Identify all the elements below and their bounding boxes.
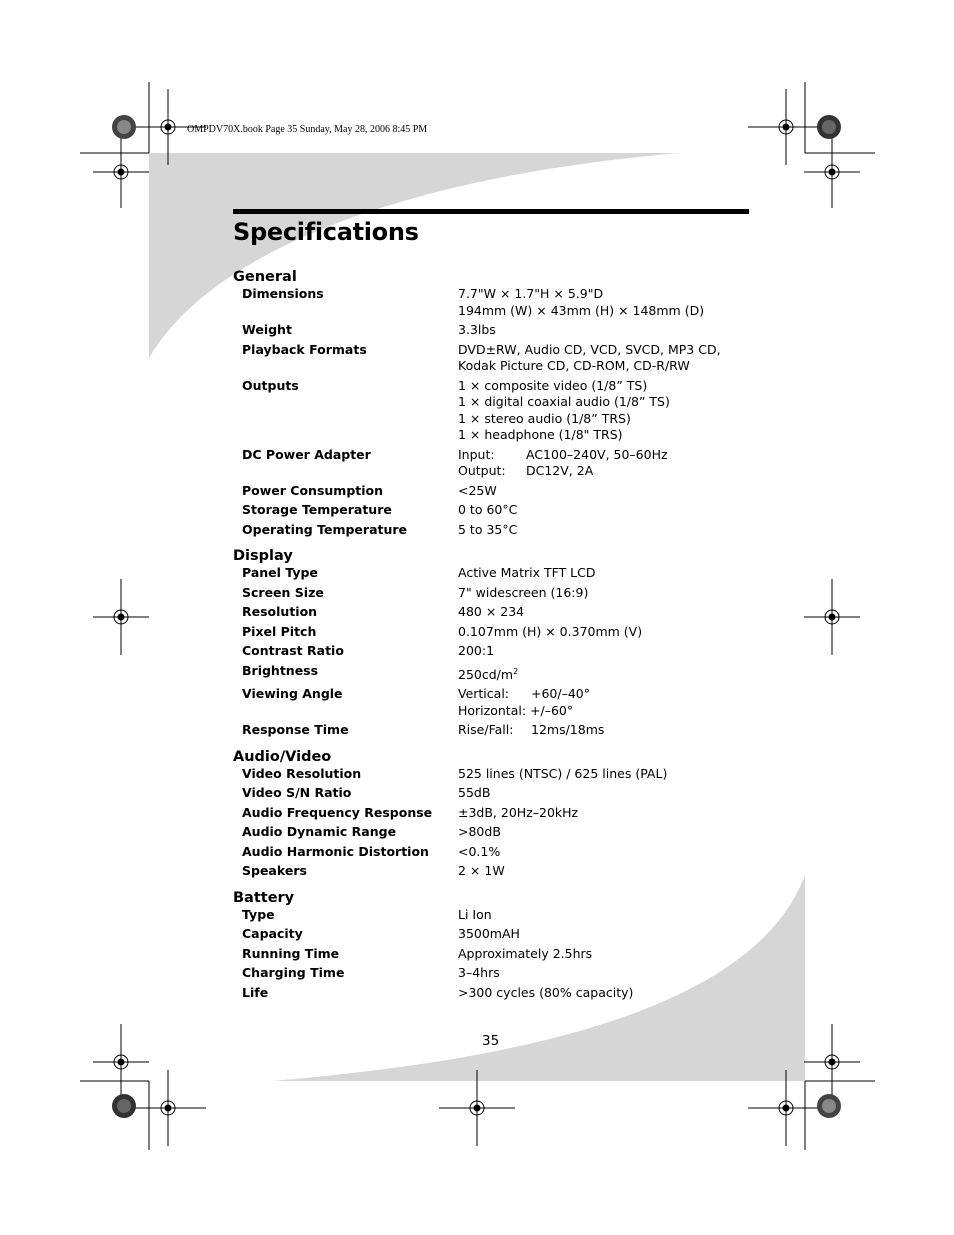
spec-value [458, 663, 753, 684]
spec-row [233, 502, 753, 519]
value-text: DC12V, 2A [526, 463, 594, 478]
spec-value: Approximately 2.5hrs [458, 945, 593, 961]
value-key: Input: [458, 446, 495, 462]
value-line [458, 463, 753, 480]
spec-value: Li Ion [458, 906, 492, 922]
value-text: 250cd/m [458, 666, 514, 682]
value-text: +60/–40° [531, 686, 590, 701]
spec-value: 3–4hrs [458, 965, 500, 980]
spec-value: 55dB [458, 785, 491, 800]
spec-label: Charging Time [242, 965, 345, 980]
value-key: Rise/Fall: [458, 722, 514, 737]
spec-value [458, 286, 753, 319]
spec-label: Operating Temperature [242, 521, 408, 537]
value-line: 1 × stereo audio (1/8” TRS) [458, 410, 631, 426]
spec-value [458, 722, 753, 739]
spec-label: Video S/N Ratio [242, 785, 352, 800]
spec-value [458, 378, 753, 444]
value-line: 0 to 60°C [458, 502, 518, 517]
value-line: 1 × headphone (1/8" TRS) [458, 427, 623, 442]
spec-label: Dimensions [242, 286, 324, 301]
spec-row [233, 844, 753, 861]
value-line: DVD±RW, Audio CD, VCD, SVCD, MP3 CD, [458, 341, 721, 357]
spec-value [458, 522, 753, 539]
spec-value: >80dB [458, 824, 501, 839]
value-line: <25W [458, 482, 497, 498]
spec-value: Active Matrix TFT LCD [458, 565, 596, 580]
spec-row [233, 805, 753, 822]
section-title: General [233, 269, 297, 285]
spec-row [233, 624, 753, 641]
spec-row [233, 286, 753, 319]
spec-label: Storage Temperature [242, 502, 392, 517]
spec-label: Type [242, 906, 275, 922]
spec-value: 3500mAH [458, 926, 520, 941]
spec-row [233, 604, 753, 621]
section-display [233, 547, 753, 739]
spec-label: Capacity [242, 926, 303, 941]
spec-row-viewing-angle [233, 686, 753, 719]
spec-label: Running Time [242, 945, 340, 961]
print-slug: OMPDV70X.book Page 35 Sunday, May 28, 2006 8:45 PM [187, 124, 428, 135]
spec-value [458, 686, 753, 719]
page-number: 35 [482, 1033, 500, 1049]
value-text: 12ms/18ms [531, 722, 605, 737]
spec-value: 525 lines (NTSC) / 625 lines (PAL) [458, 765, 668, 781]
spec-label: Outputs [242, 377, 299, 393]
spec-value: <0.1% [458, 843, 501, 859]
spec-value [458, 342, 753, 375]
spec-content [233, 268, 753, 1010]
spec-label: Audio Dynamic Range [242, 824, 397, 839]
spec-value: 480 × 234 [458, 604, 525, 619]
value-line: Horizontal: +/–60° [458, 702, 574, 718]
value-line: 3.3lbs [458, 322, 496, 337]
spec-row [233, 907, 753, 924]
spec-row [233, 643, 753, 660]
spec-row [233, 863, 753, 880]
spec-label: Resolution [242, 604, 318, 619]
spec-label: Panel Type [242, 565, 318, 580]
spec-value: 200:1 [458, 643, 495, 658]
spec-row [233, 322, 753, 339]
value-key: Vertical: [458, 686, 510, 701]
spec-row [233, 522, 753, 539]
section-title: Display [233, 548, 293, 564]
spec-row [233, 985, 753, 1002]
value-line [458, 686, 753, 703]
spec-label: Response Time [242, 722, 349, 737]
spec-row [233, 824, 753, 841]
spec-row [233, 926, 753, 943]
value-line: Kodak Picture CD, CD-ROM, CD-R/RW [458, 358, 690, 373]
section-title: Battery [233, 889, 295, 906]
spec-row [233, 585, 753, 602]
spec-label: Viewing Angle [242, 686, 343, 701]
spec-label: Video Resolution [242, 765, 362, 781]
value-line [458, 447, 753, 464]
spec-label: Screen Size [242, 584, 324, 600]
section-battery [233, 889, 753, 1002]
spec-row [233, 483, 753, 500]
spec-value: ±3dB, 20Hz–20kHz [458, 804, 579, 820]
section-audio-video [233, 748, 753, 880]
spec-row-response-time [233, 722, 753, 739]
spec-value [458, 447, 753, 480]
superscript: 2 [513, 666, 519, 676]
spec-row [233, 766, 753, 783]
spec-label: Audio Frequency Response [242, 804, 433, 820]
spec-row [233, 378, 753, 444]
value-line: 194mm (W) × 43mm (H) × 148mm (D) [458, 302, 705, 318]
spec-value [458, 322, 753, 339]
page-title: Specifications [233, 218, 419, 246]
spec-label: Pixel Pitch [242, 623, 317, 639]
section-title: Audio/Video [233, 748, 332, 765]
spec-row [233, 965, 753, 982]
spec-label: Brightness [242, 662, 319, 678]
spec-value [458, 502, 753, 519]
section-general [233, 268, 753, 538]
spec-row [233, 565, 753, 582]
value-line: 1 × digital coaxial audio (1/8” TS) [458, 394, 670, 409]
spec-value: 0.107mm (H) × 0.370mm (V) [458, 623, 643, 639]
value-line: 7.7"W × 1.7"H × 5.9"D [458, 286, 604, 301]
spec-label: DC Power Adapter [242, 446, 371, 462]
spec-row [233, 946, 753, 963]
spec-label: Life [242, 984, 269, 1000]
spec-value [458, 483, 753, 500]
spec-row [233, 447, 753, 480]
spec-row [233, 342, 753, 375]
spec-value: >300 cycles (80% capacity) [458, 984, 634, 1000]
spec-label: Audio Harmonic Distortion [242, 843, 429, 859]
spec-label: Playback Formats [242, 341, 367, 357]
spec-row-brightness [233, 663, 753, 684]
value-text: AC100–240V, 50–60Hz [526, 446, 668, 462]
spec-label: Speakers [242, 863, 307, 878]
spec-row [233, 785, 753, 802]
spec-value: 2 × 1W [458, 863, 505, 878]
spec-label: Power Consumption [242, 482, 384, 498]
value-line: 5 to 35°C [458, 521, 518, 537]
value-key: Output: [458, 463, 506, 478]
spec-label: Contrast Ratio [242, 643, 344, 658]
spec-label: Weight [242, 322, 292, 337]
value-line: 1 × composite video (1/8” TS) [458, 377, 648, 393]
spec-value: 7" widescreen (16:9) [458, 584, 589, 600]
